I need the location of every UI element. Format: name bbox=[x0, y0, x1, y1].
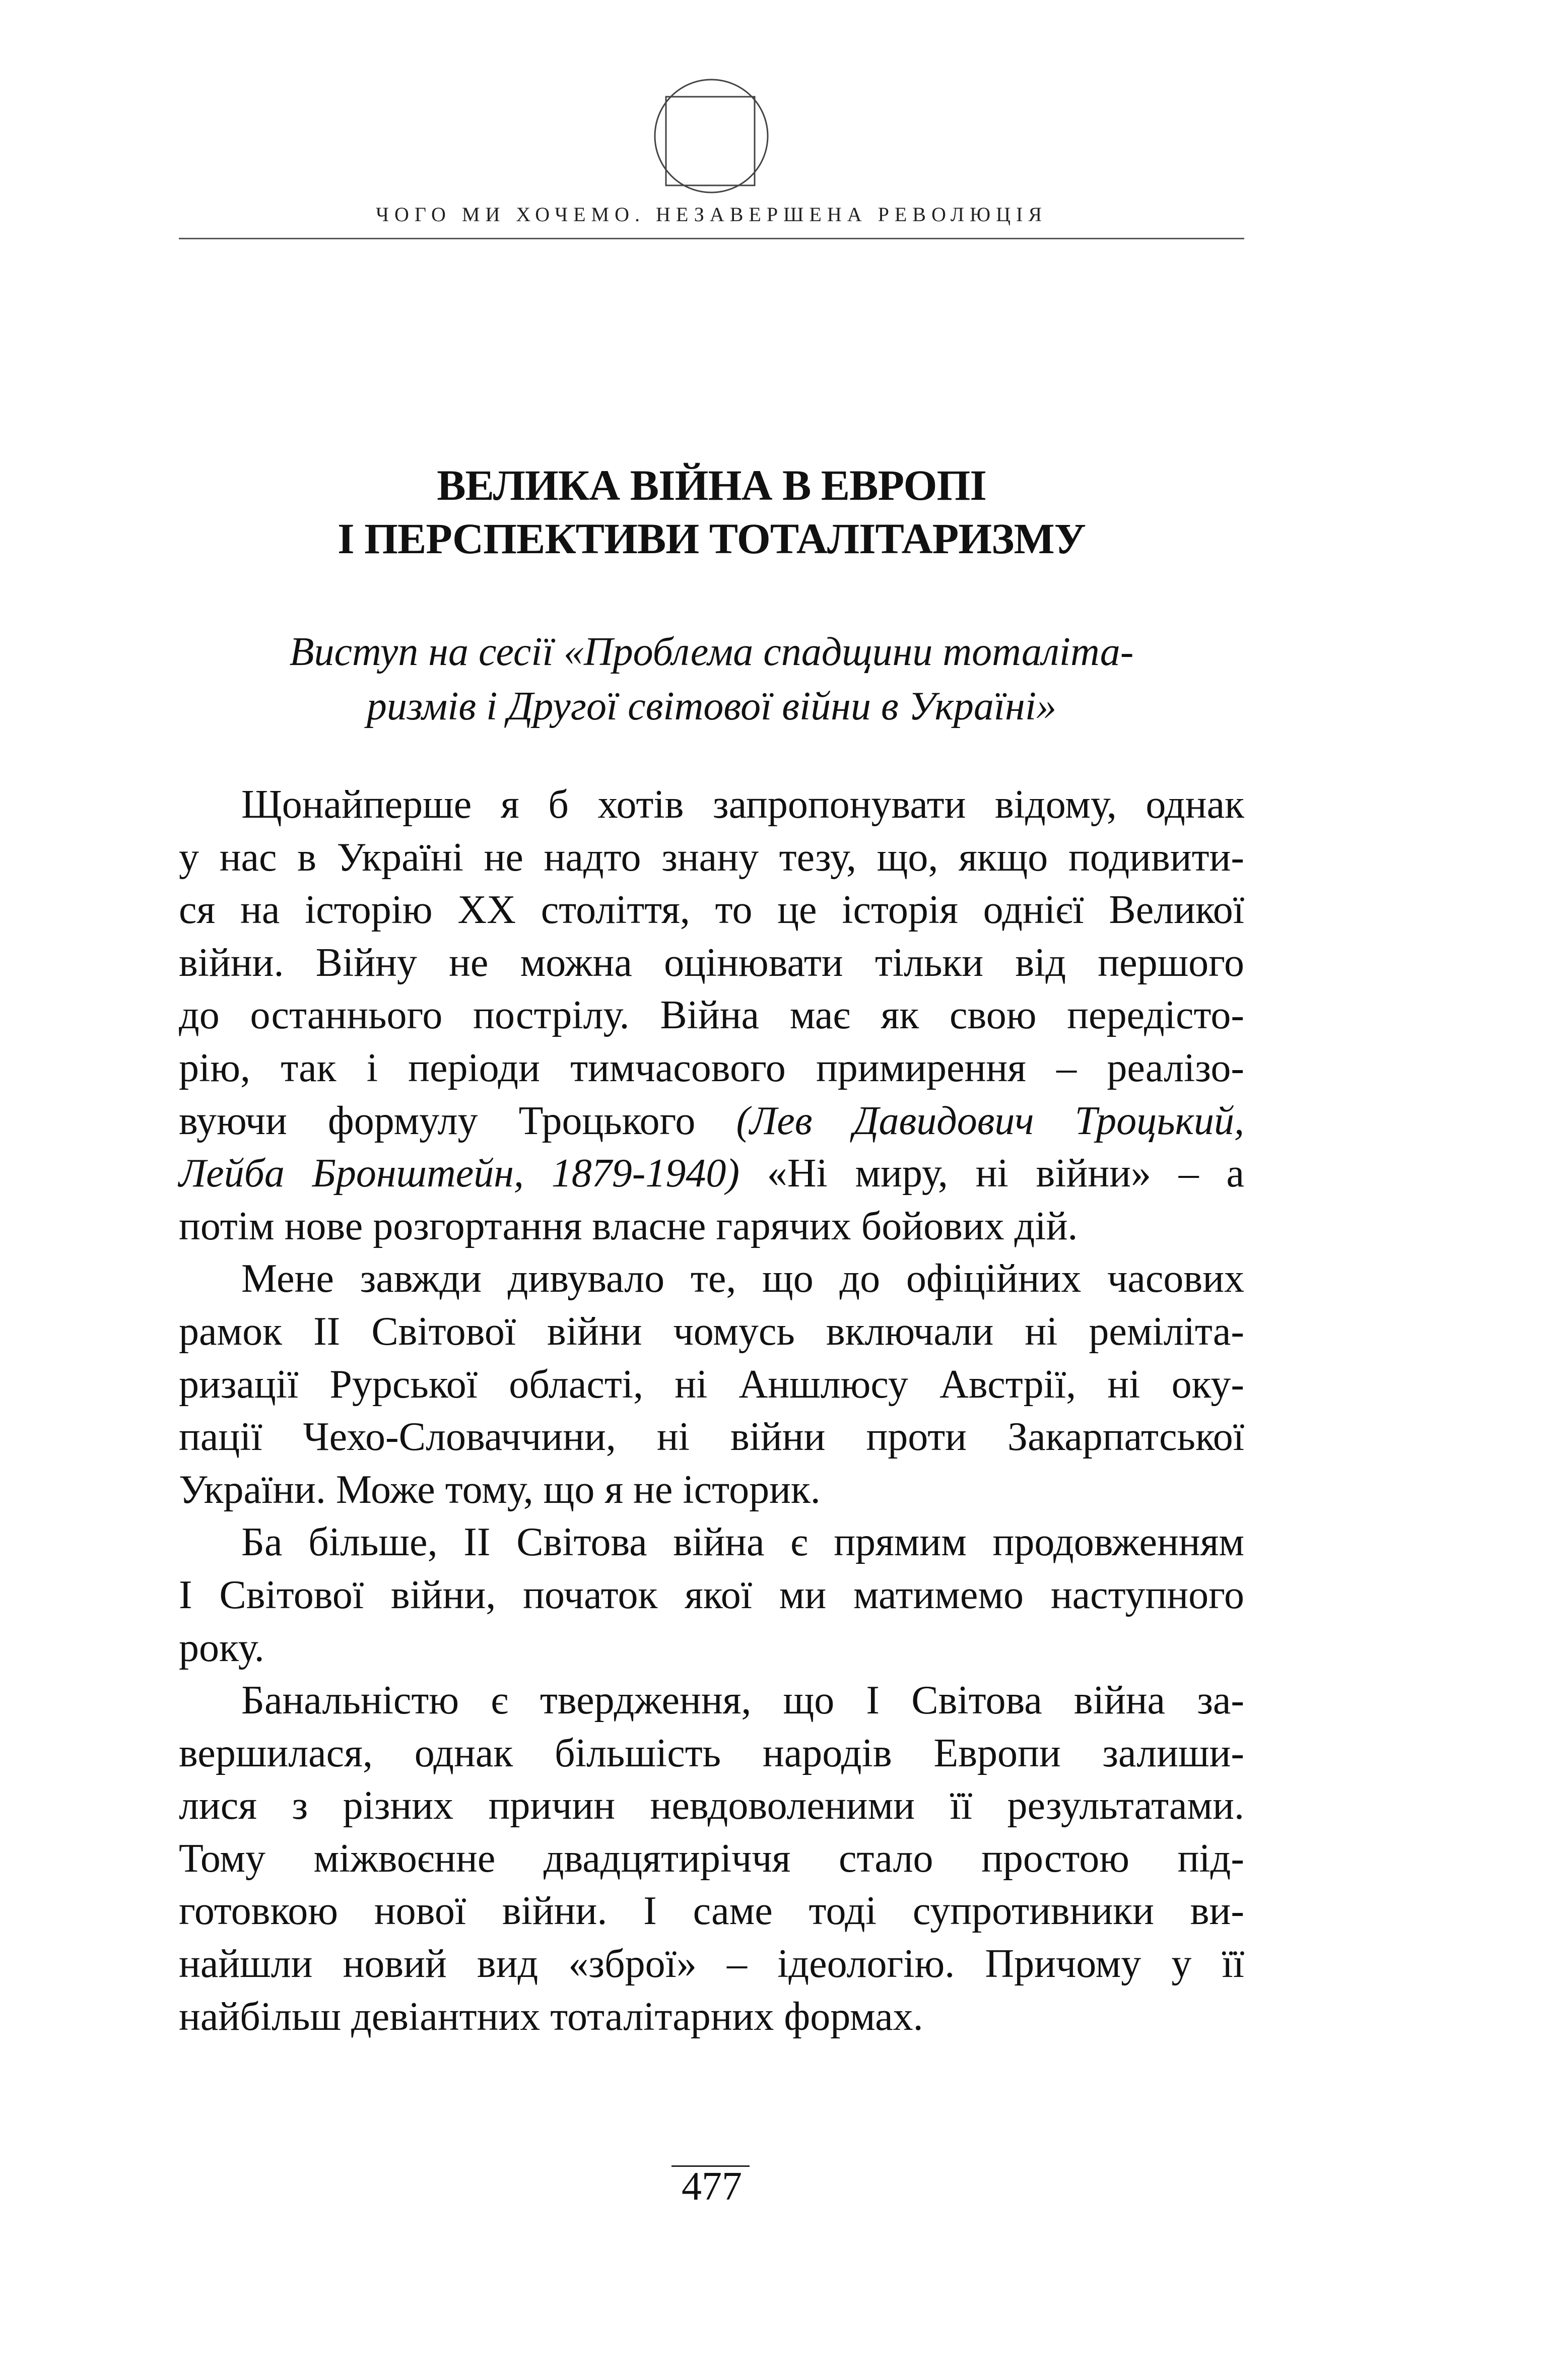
text-line: Тому міжвоєнне двадцятиріччя стало простою під- bbox=[179, 1836, 1244, 1881]
text-line: України. Може тому, що я не історик. bbox=[179, 1467, 821, 1512]
text-line: вершилася, однак більшість народів Европи залиши- bbox=[179, 1731, 1244, 1775]
text-line bbox=[179, 1095, 1244, 1148]
text-line: ризації Рурської області, ні Аншлюсу Австрії, ні оку- bbox=[179, 1362, 1244, 1407]
text-line: готовкою нової війни. І саме тоді супротивники ви- bbox=[179, 1889, 1244, 1934]
text-run: «Ні миру, ні війни» – а bbox=[739, 1151, 1245, 1196]
italic-citation: (Лев Давидович Троцький, bbox=[736, 1098, 1245, 1143]
text-line: рію, так і періоди тимчасового примирення – реалізо- bbox=[179, 1045, 1244, 1090]
text-line: пації Чехо-Словаччини, ні війни проти Закарпатської bbox=[179, 1415, 1244, 1460]
text-line: рамок II Світової війни чомусь включали ні реміліта- bbox=[179, 1309, 1244, 1354]
title-line: ВЕЛИКА ВІЙНА В ЕВРОПІ bbox=[437, 461, 986, 509]
subtitle-line: Виступ на сесії «Проблема спадщини тоталіта- bbox=[289, 630, 1134, 674]
text-line: лися з різних причин невдоволеними її результатами. bbox=[179, 1783, 1244, 1828]
text-line: найшли новий вид «зброї» – ідеологію. Причому у її bbox=[179, 1942, 1244, 1987]
title-line: І ПЕРСПЕКТИВИ ТОТАЛІТАРИЗМУ bbox=[338, 514, 1086, 563]
text-line bbox=[179, 1147, 1244, 1200]
text-run: вуючи формулу Троцького bbox=[179, 1098, 736, 1143]
text-line: Щонайперше я б хотів запропонувати відому, однак bbox=[241, 782, 1244, 827]
text-line: найбільш девіантних тоталітарних формах. bbox=[179, 1994, 923, 2039]
italic-citation: Лейба Бронштейн, 1879-1940) bbox=[179, 1151, 739, 1196]
subtitle-line: ризмів і Другої світової війни в Україні» bbox=[366, 684, 1057, 729]
page-number: 477 bbox=[682, 2164, 742, 2209]
text-line: I Світової війни, початок якої ми матимемо наступного bbox=[179, 1572, 1244, 1617]
article-subtitle bbox=[179, 625, 1244, 734]
circle-square-logo-icon bbox=[651, 76, 772, 196]
text-line: Мене завжди дивувало те, що до офіційних часових bbox=[241, 1257, 1244, 1301]
running-head: ЧОГО МИ ХОЧЕМО. НЕЗАВЕРШЕНА РЕВОЛЮЦІЯ bbox=[375, 203, 1047, 226]
article-body bbox=[179, 778, 1244, 2043]
text-line: ся на історію XX століття, то це історія однієї Великої bbox=[179, 888, 1244, 933]
article-title bbox=[179, 458, 1244, 565]
text-line: війни. Війну не можна оцінювати тільки від першого bbox=[179, 940, 1244, 985]
header-divider bbox=[179, 238, 1244, 239]
text-line: потім нове розгортання власне гарячих бойових дій. bbox=[179, 1204, 1078, 1248]
text-line: року. bbox=[179, 1625, 264, 1670]
text-line: Банальністю є твердження, що I Світова війна за- bbox=[241, 1678, 1244, 1723]
text-line: Ба більше, II Світова війна є прямим продовженням bbox=[241, 1520, 1244, 1565]
text-line: у нас в Україні не надто знану тезу, що, якщо подивити- bbox=[179, 835, 1244, 880]
text-line: до останнього пострілу. Війна має як свою передісто- bbox=[179, 993, 1244, 1038]
